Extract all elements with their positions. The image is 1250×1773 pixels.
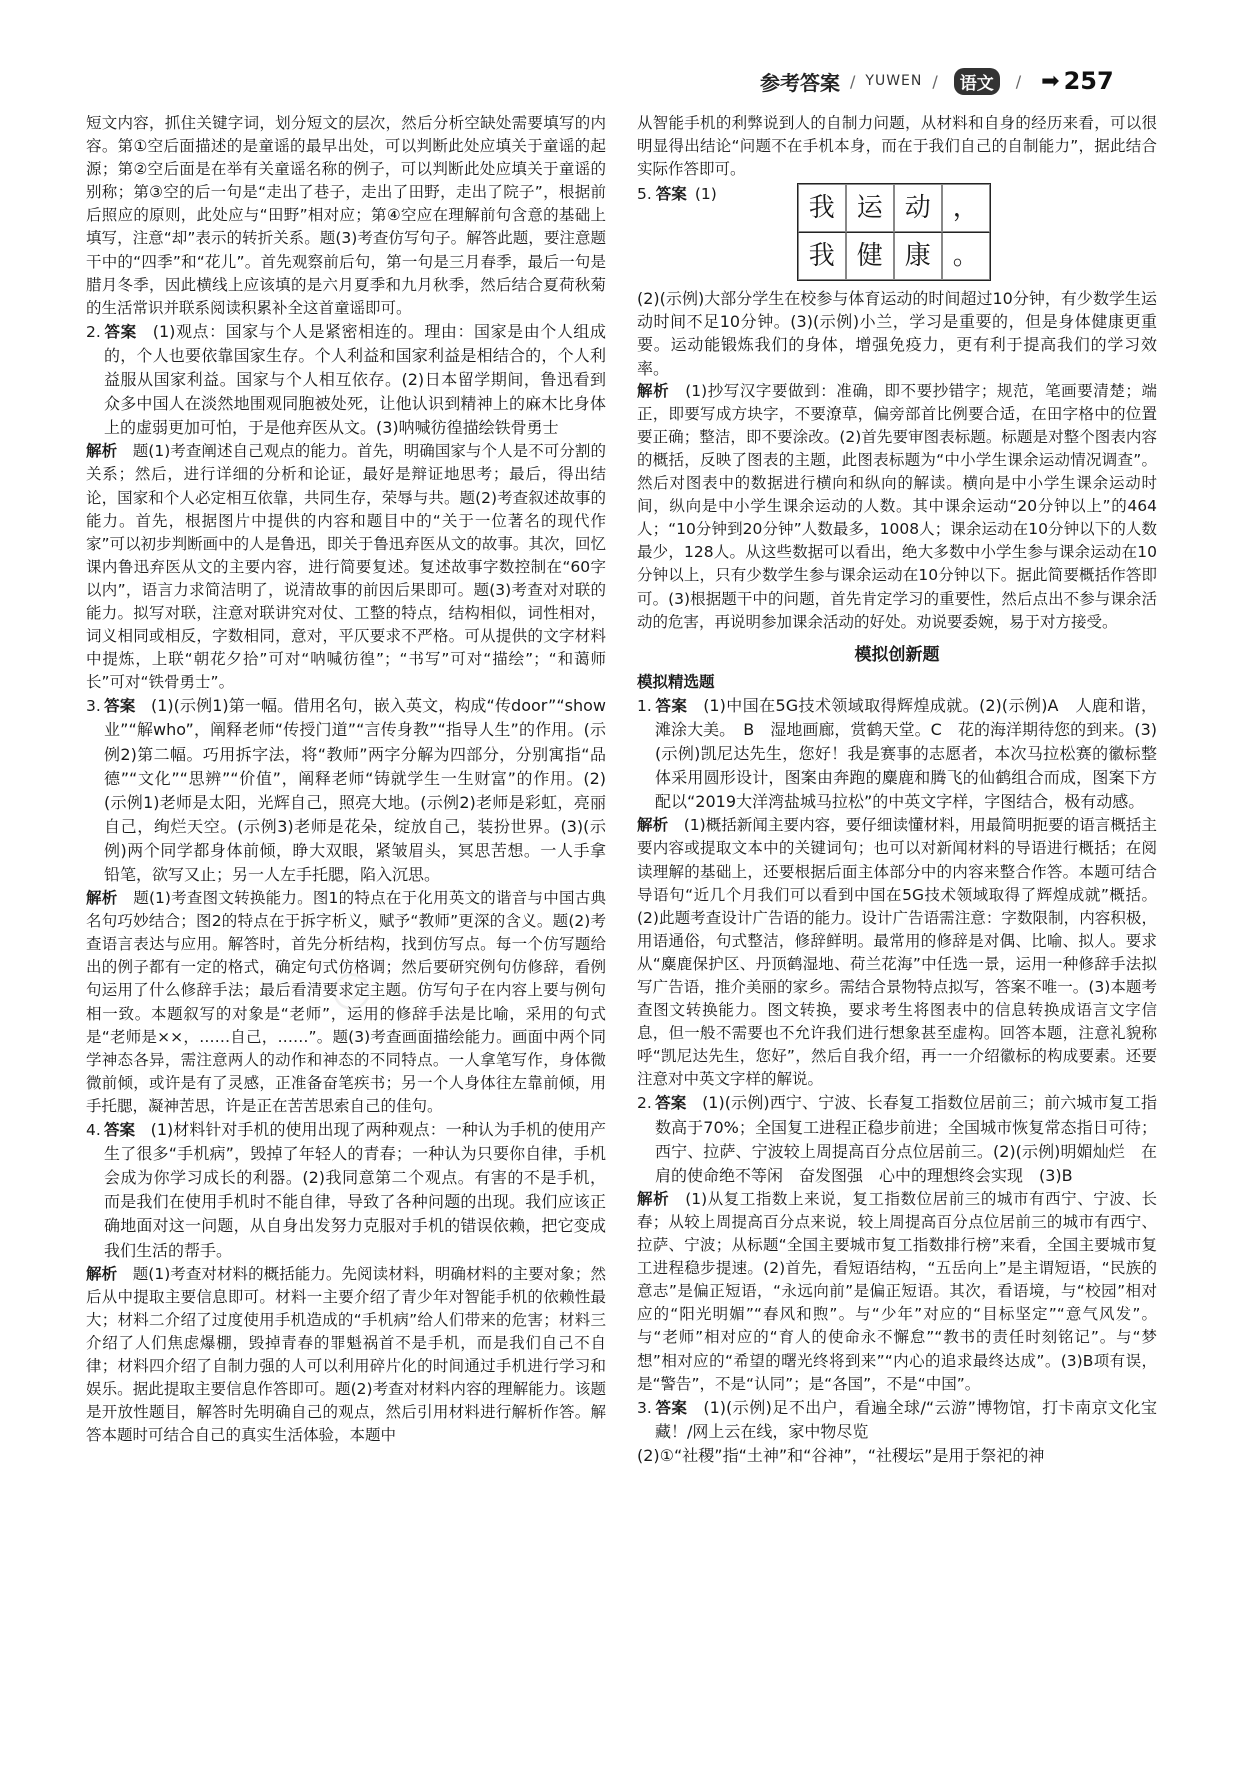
answer-text: (2)(示例)大部分学生在校参与体育运动的时间超过10分钟，有少数学生运动时间不足10分钟。(3)(示例)小兰，学习是重要的，但是身体健康更重要。运动能锻炼我们的身体，增强免疫力，更有利于提高我们的学习效率。: [637, 289, 1157, 378]
paragraph: 短文内容，抓住关键字词，划分短文的层次，然后分析空缺处需要填写的内容。第①空后面描述的是童谣的最早出处，可以判断此处应填关于童谣的起源；第②空后面是在举有关童谣名称的例子，可以判断此处应填关于童谣的别称；第③空的后一句是“走出了巷子，走出了田野，走出了院子”，根据前后照应的原则，此处应与“田野”相对应；第④空应在理解前句含意的基础上填写，注意“却”表示的转折关系。题(3)考查仿写句子。解答此题，要注意题干中的“四季”和“花儿”。首先观察前后句，第一句是三月春季，最后一句是腊月冬季，因此横线上应该填的是六月夏季和九月秋季，然后结合夏荷秋菊的生活常识并联系阅读积累补全这首童谣即可。: [86, 114, 606, 317]
analysis-2: [86, 440, 606, 694]
arrow-right-icon: ➡: [1041, 68, 1060, 94]
mock-question-2: [637, 1091, 1157, 1187]
analysis-text: 题(1)考查对材料的概括能力。先阅读材料，明确材料的主要对象；然后从中提取主要信息即可。材料一主要介绍了青少年对智能手机的依赖性最大；材料二介绍了过度使用手机造成的“手机病”给人们带来的危害；材料三介绍了人们焦虑爆棚，毁掉青春的罪魁祸首不是手机，而是我们自己不自律；材料四介绍了自制力强的人可以利用碎片化的时间通过手机进行学习和娱乐。据此提取主要信息作答即可。题(2)考查对材料内容的理解能力。该题是开放性题目，解答时先明确自己的观点，然后引用材料进行解析作答。解答本题时可结合自己的真实生活体验，本题中: [86, 1264, 606, 1445]
watermark-graphic: ◎: [324, 956, 378, 1020]
question-number: 1.: [637, 696, 652, 715]
answer-text: (1)材料针对手机的使用出现了两种观点：一种认为手机的使用产生了很多“手机病”，毁掉了年轻人的青春；一种认为只要你自律，手机会成为你学习成长的利器。(2)我同意第二个观点。有害的不是手机，而是我们在使用手机时不能自律，导致了各种问题的出现。我们应该正确地面对这一问题，从自身出发努力克服对手机的错误依赖，把它变成我们生活的帮手。: [104, 1120, 606, 1260]
analysis-text: (1)抄写汉字要做到：准确，即不要抄错字；规范，笔画要清楚；端正，即要写成方块字，不要潦草，偏旁部首比例要合适，在田字格中的位置要正确；整洁，即不要涂改。(2)首先要审图表标题。标题是对整个图表内容的概括，反映了图表的主题，此图表标题为“中小学生课余运动情况调查”。然后对图表中的数据进行横向和纵向的解读。横向是中小学生课余运动时间，纵向是中小学生课余运动的人数。其中课余运动“20分钟以上”的464人；“10分钟到20分钟”人数最多，1008人；课余运动在10分钟以下的人数最少，128人。从这些数据可以看出，绝大多数中小学生参与课余运动在10分钟以上，只有少数学生参与课余运动在10分钟以下。据此简要概括作答即可。(3)根据题干中的问题，首先肯定学习的重要性，然后点出不参与课余活动的危害，再说明参加课余活动的好处。劝说要委婉，易于对方接受。: [637, 381, 1157, 631]
analysis-5: [637, 380, 1157, 634]
grid-cell: 动: [894, 184, 942, 232]
analysis-text: 题(1)考查阐述自己观点的能力。首先，明确国家与个人是不可分割的关系；然后，进行详细的分析和论证，最好是辩证地思考；最后，得出结论，国家和个人必定相互依靠，共同生存，荣辱与共。题(2)考查叙述故事的能力。首先，根据图片中提供的内容和题目中的“关于一位著名的现代作家”可以初步判断画中的人是鲁迅，即关于鲁迅弃医从文的故事。其次，回忆课内鲁迅弃医从文的主要内容，进行简要复述。复述故事字数控制在“60字以内”，语言力求简洁明了，说清故事的前因后果即可。题(3)考查对对联的能力。拟写对联，注意对联讲究对仗、工整的特点，结构相似，词性相对，词义相同或相反，字数相同，意对，平仄要求不严格。可从提供的文字材料中提炼，上联“朝花夕拾”可对“呐喊彷徨”；“书写”可对“描绘”；“和蔼师长”可对“铁骨勇士”。: [86, 442, 606, 692]
question-4: [86, 1118, 606, 1263]
grid-cell: ，: [942, 184, 990, 232]
answer-text: (1)(示例)足不出户，看遍全球/“云游”博物馆，打卡南京文化宝藏！/网上云在线，家中物尽览: [655, 1397, 1157, 1441]
grid-row: [798, 184, 990, 232]
paragraph: 从智能手机的利弊说到人的自制力问题，从材料和自身的经历来看，可以很明显得出结论“问题不在手机本身，而在于我们自己的自制能力”，据此结合实际作答即可。: [637, 114, 1157, 179]
question-number: 3.: [637, 1398, 652, 1417]
answer-label: 答案: [104, 697, 136, 716]
analysis-label: 解析: [86, 889, 118, 908]
analysis-label: 解析: [637, 816, 669, 835]
writing-grid: [797, 183, 991, 281]
grid-cell: 康: [894, 232, 942, 280]
question-number: 2.: [86, 322, 101, 341]
grid-cell: 运: [846, 184, 894, 232]
mock-question-1: [637, 694, 1157, 814]
answer-part: (1): [694, 185, 717, 204]
grid-cell: 健: [846, 232, 894, 280]
analysis-label: 解析: [637, 1189, 670, 1208]
answer-label: 答案: [104, 322, 137, 341]
answer-text: (1)(示例1)第一幅。借用名句，嵌入英文，构成“传door”“show业”“解who”，阐释老师“传授门道”“言传身教”“指导人生”的作用。(示例2)第二幅。巧用拆字法，将“教师”两字分解为四部分，分别寓指“品德”“文化”“思辨”“价值”，阐释老师“铸就学生一生财富”的作用。(2)(示例1)老师是太阳，光辉自己，照亮大地。(示例2)老师是彩虹，亮丽自己，绚烂天空。(示例3)老师是花朵，绽放自己，装扮世界。(3)(示例)两个同学都身体前倾，睁大双眼，紧皱眉头，冥思苦想。一人手拿铅笔，欲写又止；另一人左手托腮，陷入沉思。: [104, 696, 606, 884]
answer-text: (1)中国在5G技术领域取得辉煌成就。(2)(示例)A 人鹿和谐，滩涂大美。 B 湿地画廊，赏鹤天堂。C 花的海洋期待您的到来。(3)(示例)凯尼达先生，您好！我是赛事的志愿者，本次马拉松赛的徽标整体采用圆形设计，图案由奔跑的麋鹿和腾飞的仙鹤组合而成，图案下方配以“2019大洋湾盐城马拉松”的中英文字样，字图结合，极有动感。: [655, 695, 1157, 812]
mock-question-3: [637, 1396, 1157, 1444]
analysis-label: 解析: [637, 381, 670, 400]
answer-text: (1)观点：国家与个人是紧密相连的。理由：国家是由个人组成的，个人也要依靠国家生存。个人利益和国家利益是相结合的，个人利益服从国家利益。国家与个人相互依存。(2)日本留学期间，鲁迅看到众多中国人在淡然地围观同胞被处死，让他认识到精神上的麻木比身体上的虚弱更加可怕，于是他弃医从文。(3)呐喊彷徨描绘铁骨勇士: [104, 321, 606, 438]
section-title: 模拟创新题: [854, 644, 940, 665]
grid-cell: 。: [942, 232, 990, 280]
grid-cell: 我: [798, 232, 846, 280]
question-5: [637, 183, 1157, 281]
page-header: [760, 64, 1160, 98]
header-separator: /: [850, 71, 856, 91]
answer-label: 答案: [104, 1121, 136, 1140]
answer-label: 答案: [655, 696, 688, 715]
header-subject-badge: 语文: [954, 68, 1000, 95]
mock-analysis-1: [637, 814, 1157, 1091]
analysis-label: 解析: [86, 1264, 118, 1283]
right-column: [637, 112, 1157, 1467]
answer-label: 答案: [655, 185, 687, 204]
header-title: 参考答案: [760, 70, 840, 95]
header-subject-en: YUWEN: [865, 73, 923, 89]
analysis-label: 解析: [86, 442, 118, 461]
header-separator: /: [1015, 71, 1022, 91]
question-number: 5.: [637, 185, 652, 204]
question-2: [86, 320, 606, 440]
left-column: [86, 112, 606, 1447]
page-number: 257: [1063, 67, 1114, 95]
question-number: 2.: [637, 1094, 652, 1113]
question-number: 3.: [86, 697, 101, 716]
analysis-text: 题(1)考查图文转换能力。图1的特点在于化用英文的谐音与中国古典名句巧妙结合；图2的特点在于拆字析义，赋予“教师”更深的含义。题(2)考查语言表达与应用。解答时，首先分析结构，找到仿写点。每一个仿写题给出的例子都有一定的格式，确定句式仿格调；然后要研究例句仿修辞，看例句运用了什么修辞手法；最后看清要求定主题。仿写句子在内容上要与例句相一致。本题叙写的对象是“老师”，运用的修辞手法是比喻，采用的句式是“老师是××，……自己，……”。题(3)考查画面描绘能力。画面中两个同学神态各异，需注意两人的动作和神态的不同特点。一人拿笔写作，身体微微前倾，或许是有了灵感，正准备奋笔疾书；另一个人身体往左靠前倾，用手托腮，凝神苦思，许是正在苦苦思索自己的佳句。: [86, 889, 606, 1115]
question-3: [86, 694, 606, 887]
question-number: 4.: [86, 1121, 101, 1140]
answer-text: (1)(示例)西宁、宁波、长春复工指数位居前三；前六城市复工指数高于70%；全国复工进程正稳步前进；全国城市恢复常态指日可待；西宁、拉萨、宁波较上周提高百分点位居前三。(2)(示例)明媚灿烂 在肩的使命绝不等闲 奋发图强 心中的理想终会实现 (3)B: [655, 1093, 1157, 1185]
mock-analysis-2: [637, 1188, 1157, 1396]
subsection-title: 模拟精选题: [637, 672, 715, 691]
answer-label: 答案: [655, 1398, 688, 1417]
answer-label: 答案: [655, 1094, 687, 1113]
header-separator: /: [932, 71, 938, 91]
analysis-4: [86, 1263, 606, 1448]
answer-text: (2)①“社稷”指“土神”和“谷神”，“社稷坛”是用于祭祀的神: [637, 1445, 1045, 1465]
grid-cell: 我: [798, 184, 846, 232]
grid-row: [798, 232, 990, 280]
analysis-text: (1)概括新闻主要内容，要仔细读懂材料，用最简明扼要的语言概括主要内容或提取文本中的关键词句；也可以对新闻材料的导语进行概括；在阅读理解的基础上，还要根据后面主体部分中的内容来整合作答。本题可结合导语句“近几个月我们可以看到中国在5G技术领域取得了辉煌成就”概括。(2)此题考查设计广告语的能力。设计广告语需注意：字数限制，内容积极，用语通俗，句式整洁，修辞鲜明。最常用的修辞是对偶、比喻、拟人。要求从“麋鹿保护区、丹顶鹤湿地、荷兰花海”中任选一景，运用一种修辞手法拟写广告语，推介美丽的家乡。需结合景物特点拟写，答案不唯一。(3)本题考查图文转换能力。图文转换，要求考生将图表中的信息转换成语言文字信息，但一般不需要也不允许我们进行想象甚至虚构。回答本题，注意礼貌称呼“凯尼达先生，您好”，然后自我介绍，再一一介绍徽标的构成要素。还要注意对中英文字样的解说。: [637, 816, 1157, 1089]
analysis-text: (1)从复工指数上来说，复工指数位居前三的城市有西宁、宁波、长春；从较上周提高百分点来说，较上周提高百分点位居前三的城市有西宁、拉萨、宁波；从标题“全国主要城市复工指数排行榜”来看，全国主要城市复工进程稳步提速。(2)首先，看短语结构，“五岳向上”是主谓短语，“民族的意志”是偏正短语，“永远向前”是偏正短语。其次，看语境，与“校园”相对应的“阳光明媚”“春风和煦”。与“少年”对应的“目标坚定”“意气风发”。与“老师”相对应的“育人的使命永不懈怠”“教书的责任时刻铭记”。与“梦想”相对应的“希望的曙光终将到来”“内心的追求最终达成”。(3)B项有误，是“警告”，不是“认同”；是“各国”，不是“中国”。: [637, 1189, 1157, 1393]
